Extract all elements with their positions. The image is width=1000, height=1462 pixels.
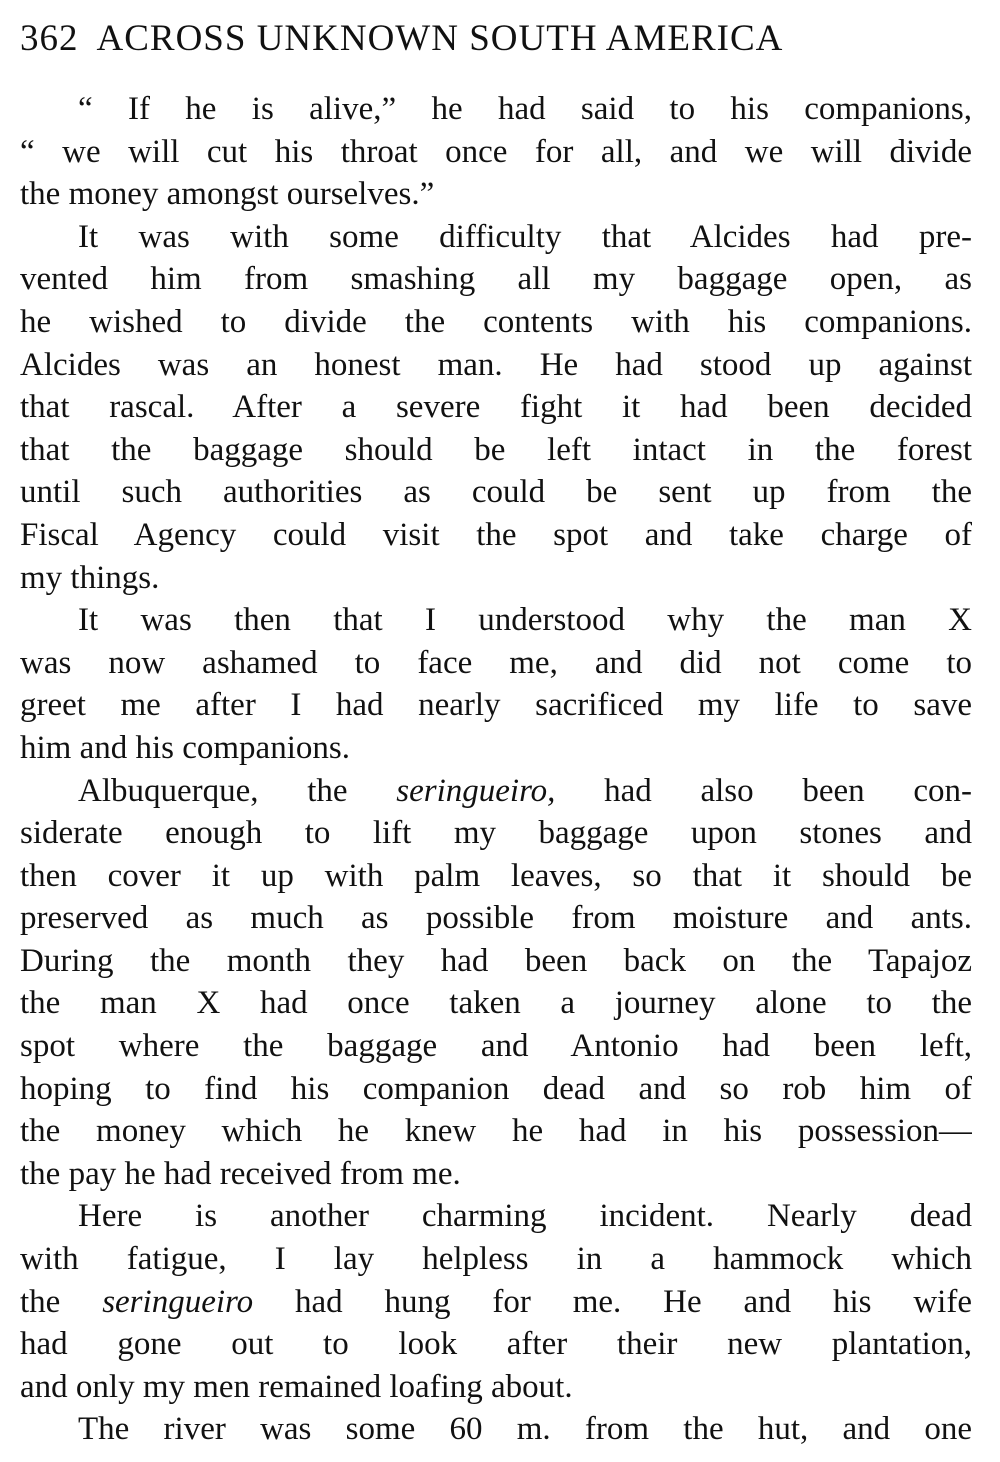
text-line	[20, 344, 972, 387]
text-line	[20, 812, 972, 855]
text-line	[20, 770, 972, 813]
text-line	[20, 1323, 972, 1366]
text-segment: the money which he knew he had in his possession—	[20, 1113, 972, 1150]
text-line	[20, 1366, 972, 1409]
text-segment: greet me after I had nearly sacrificed my life to save	[20, 687, 972, 724]
text-segment: the	[20, 1283, 103, 1320]
running-title: ACROSS UNKNOWN SOUTH AMERICA	[96, 18, 784, 59]
text-line	[20, 429, 972, 472]
text-segment: my things.	[20, 559, 160, 596]
text-segment: Albuquerque, the	[78, 772, 397, 809]
italic-term: seringueiro	[102, 1283, 254, 1320]
text-line	[20, 599, 972, 642]
book-page	[20, 14, 972, 1451]
text-segment: It was with some difficulty that Alcides had pre-	[78, 218, 972, 255]
text-line	[20, 88, 972, 131]
text-segment: that rascal. After a severe fight it had been decided	[20, 389, 972, 426]
text-segment: with fatigue, I lay helpless in a hammock which	[20, 1241, 972, 1278]
text-line	[20, 1238, 972, 1281]
text-line	[20, 897, 972, 940]
text-segment: siderate enough to lift my baggage upon stones and	[20, 815, 972, 852]
text-segment: vented him from smashing all my baggage open, as	[20, 261, 972, 298]
text-line	[20, 173, 972, 216]
text-line	[20, 1153, 972, 1196]
text-line	[20, 982, 972, 1025]
text-line	[20, 216, 972, 259]
text-line	[20, 1408, 972, 1451]
text-segment: During the month they had been back on the Tapajoz	[20, 942, 972, 979]
text-line	[20, 727, 972, 770]
text-segment: Alcides was an honest man. He had stood up against	[20, 346, 972, 383]
text-line	[20, 855, 972, 898]
text-line	[20, 557, 972, 600]
text-segment: Fiscal Agency could visit the spot and take charge of	[20, 516, 972, 553]
text-line	[20, 386, 972, 429]
text-line	[20, 258, 972, 301]
text-segment: It was then that I understood why the man X	[78, 602, 972, 639]
text-line	[20, 684, 972, 727]
text-line	[20, 1281, 972, 1324]
page-number: 362	[20, 18, 79, 59]
text-segment: and only my men remained loafing about.	[20, 1368, 573, 1405]
text-segment: hoping to find his companion dead and so rob him of	[20, 1070, 972, 1107]
text-segment: that the baggage should be left intact in the forest	[20, 431, 972, 468]
text-segment: him and his companions.	[20, 729, 350, 766]
text-segment: the man X had once taken a journey alone to the	[20, 985, 972, 1022]
text-line	[20, 514, 972, 557]
text-segment: had hung for me. He and his wife	[253, 1283, 972, 1320]
text-segment: the money amongst ourselves.”	[20, 176, 435, 213]
text-line	[20, 471, 972, 514]
body-text	[20, 88, 972, 1451]
text-segment: had gone out to look after their new plantation,	[20, 1326, 972, 1363]
text-segment: spot where the baggage and Antonio had been left,	[20, 1028, 972, 1065]
text-line	[20, 301, 972, 344]
text-segment: was now ashamed to face me, and did not come to	[20, 644, 972, 681]
text-segment: preserved as much as possible from moisture and ants.	[20, 900, 972, 937]
text-segment: The river was some 60 m. from the hut, and one	[78, 1411, 972, 1448]
text-line	[20, 131, 972, 174]
text-segment: then cover it up with palm leaves, so that it should be	[20, 857, 972, 894]
text-line	[20, 642, 972, 685]
text-segment: “ we will cut his throat once for all, and we will divide	[20, 133, 972, 170]
text-segment: he wished to divide the contents with his companions.	[20, 303, 972, 340]
text-segment: Here is another charming incident. Nearly dead	[78, 1198, 972, 1235]
text-segment: until such authorities as could be sent up from the	[20, 474, 972, 511]
text-segment: had also been con-	[555, 772, 972, 809]
text-segment: “ If he is alive,” he had said to his companions,	[78, 91, 972, 127]
text-line	[20, 1025, 972, 1068]
text-line	[20, 1195, 972, 1238]
text-line	[20, 1068, 972, 1111]
text-segment: the pay he had received from me.	[20, 1155, 461, 1192]
text-line	[20, 940, 972, 983]
italic-term: seringueiro,	[396, 772, 556, 809]
running-header	[20, 14, 972, 64]
text-line	[20, 1110, 972, 1153]
